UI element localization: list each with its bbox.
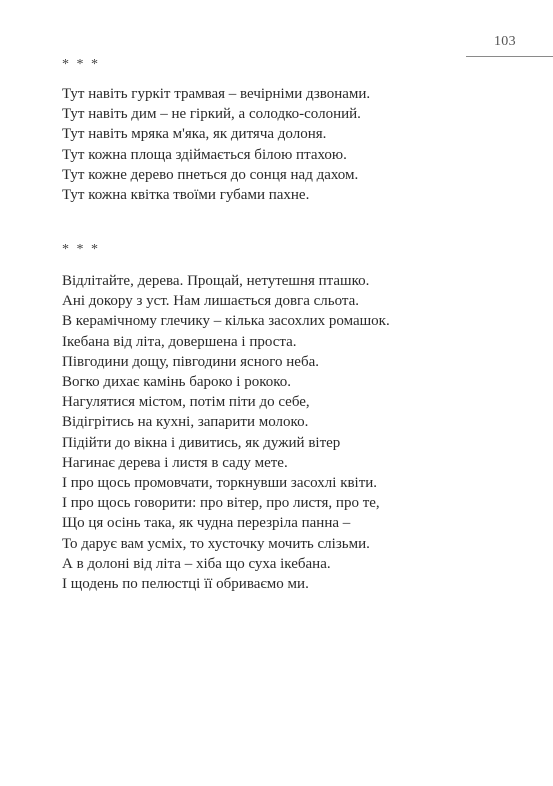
poem-line: Нагинає дерева і листя в саду мете. bbox=[62, 454, 288, 471]
poem-line: Ікебана від літа, довершена і проста. bbox=[62, 333, 297, 350]
poem-line: Вогко дихає камінь бароко і рококо. bbox=[62, 374, 292, 391]
page-number: 103 bbox=[494, 34, 516, 49]
poem-line: Підійти до вікна і дивитись, як дужий вітер bbox=[62, 434, 341, 451]
poem-line: Що ця осінь така, як чудна перезріла панна – bbox=[62, 515, 351, 532]
poem-line: І про щось говорити: про вітер, про листя, про те, bbox=[62, 495, 380, 512]
poem-line: Тут навіть мряка м'яка, як дитяча долоня. bbox=[62, 126, 327, 143]
poem-line: Півгодини дощу, півгодини ясного неба. bbox=[62, 353, 319, 370]
poem-1 bbox=[62, 54, 370, 205]
poem-line: В керамічному глечику – кілька засохлих ромашок. bbox=[62, 313, 390, 330]
poem-line: Тут навіть гуркіт трамвая – вечірніми дзвонами. bbox=[62, 86, 371, 102]
poem-line: А в долоні від літа – хіба що суха ікебана. bbox=[62, 555, 331, 572]
poem-line: Тут кожна площа здіймається білою птахою. bbox=[62, 146, 347, 163]
poem-line: Відігрітись на кухні, запарити молоко. bbox=[62, 414, 309, 431]
poem-line: І про щось промовчати, торкнувши засохлі квіти. bbox=[62, 475, 378, 492]
poem-line: Тут кожне дерево пнеться до сонця над дахом. bbox=[62, 166, 359, 183]
poem-2 bbox=[62, 239, 390, 594]
poem-line: Відлітайте, дерева. Прощай, нетутешня пташко. bbox=[62, 273, 370, 289]
poem-separator: * * * bbox=[62, 57, 100, 72]
poem-line: То дарує вам усміх, то хусточку мочить слізьми. bbox=[62, 535, 370, 552]
poem-line: Ані докору з уст. Нам лишається довга сльота. bbox=[62, 293, 360, 310]
poem-line: Тут кожна квітка твоїми губами пахне. bbox=[62, 187, 310, 204]
poem-line: Нагулятися містом, потім піти до себе, bbox=[62, 394, 310, 411]
page-number-rule bbox=[466, 56, 553, 57]
poem-separator: * * * bbox=[62, 242, 100, 257]
poem-line: Тут навіть дим – не гіркий, а солодко-солоний. bbox=[62, 106, 361, 123]
poem-line: І щодень по пелюстці її обриваємо ми. bbox=[62, 576, 309, 593]
